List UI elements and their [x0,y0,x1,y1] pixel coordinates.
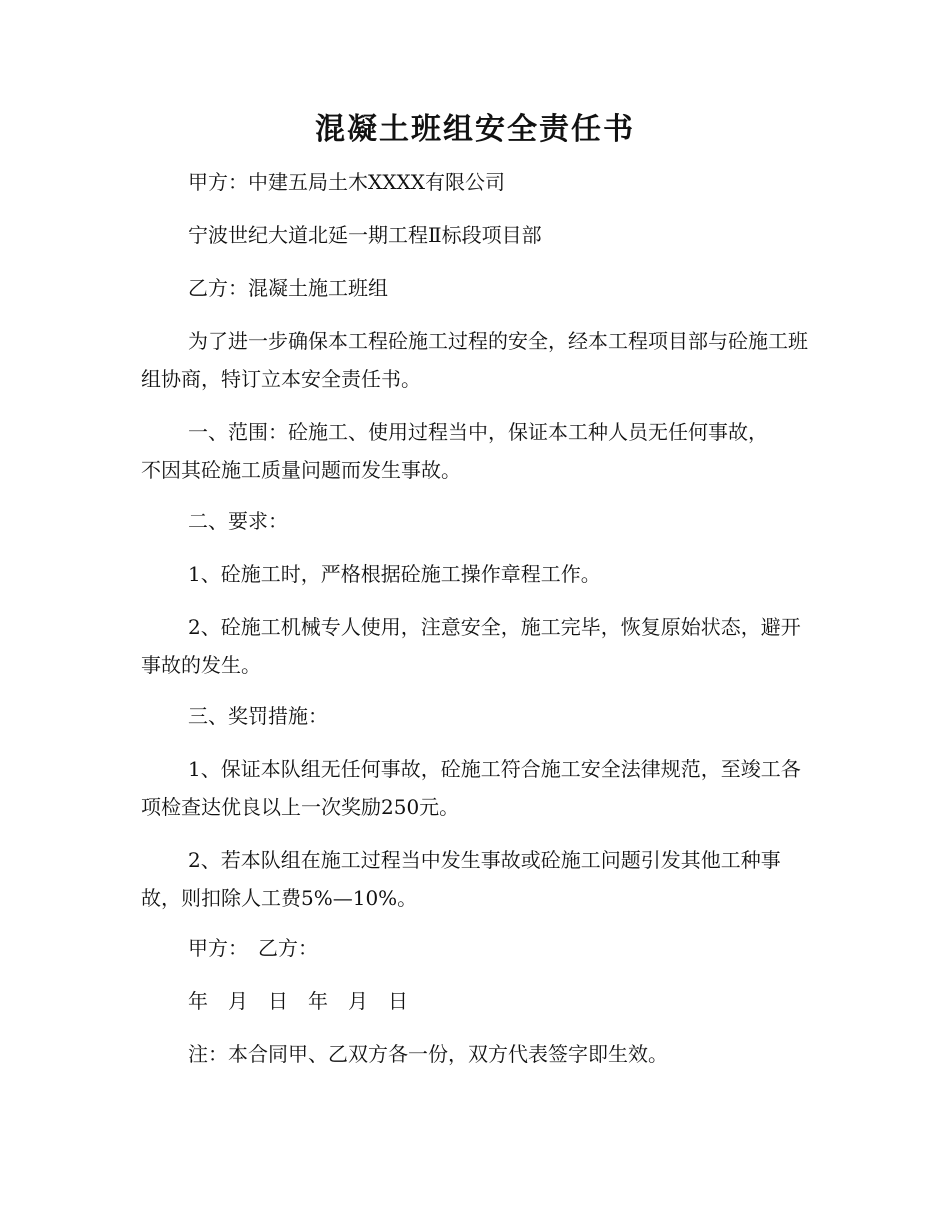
note-line: 注：本合同甲、乙双方各一份，双方代表签字即生效。 [188,1042,668,1066]
reward-1: 1、保证本队组无任何事故，砼施工符合施工安全法律规范，至竣工各项检查达优良以上一次奖励250元。 [141,757,801,819]
intro-paragraph: 为了进一步确保本工程砼施工过程的安全，经本工程项目部与砼施工班组协商，特订立本安全责任书。 [141,329,808,391]
project-line: 宁波世纪大道北延一期工程Ⅱ标段项目部 [188,223,542,247]
requirement-2: 2、砼施工机械专人使用，注意安全，施工完毕，恢复原始状态，避开事故的发生。 [141,615,801,677]
party-b-line: 乙方：混凝土施工班组 [188,276,388,300]
date-line: 年 月 日 年 月 日 [188,989,408,1013]
party-a-line: 甲方：中建五局土木XXXX有限公司 [188,170,505,194]
rewards-heading: 三、奖罚措施： [188,704,328,728]
reward-2: 2、若本队组在施工过程当中发生事故或砼施工问题引发其他工种事故，则扣除人工费5%—10%。 [141,848,781,910]
requirement-1: 1、砼施工时，严格根据砼施工操作章程工作。 [188,562,601,586]
requirements-heading: 二、要求： [188,509,288,533]
document-title: 混凝土班组安全责任书 [315,112,635,147]
signature-line: 甲方： 乙方： [188,936,318,960]
scope-paragraph: 一、范围：砼施工、使用过程当中，保证本工种人员无任何事故，不因其砼施工质量问题而发生事故。 [141,420,768,482]
